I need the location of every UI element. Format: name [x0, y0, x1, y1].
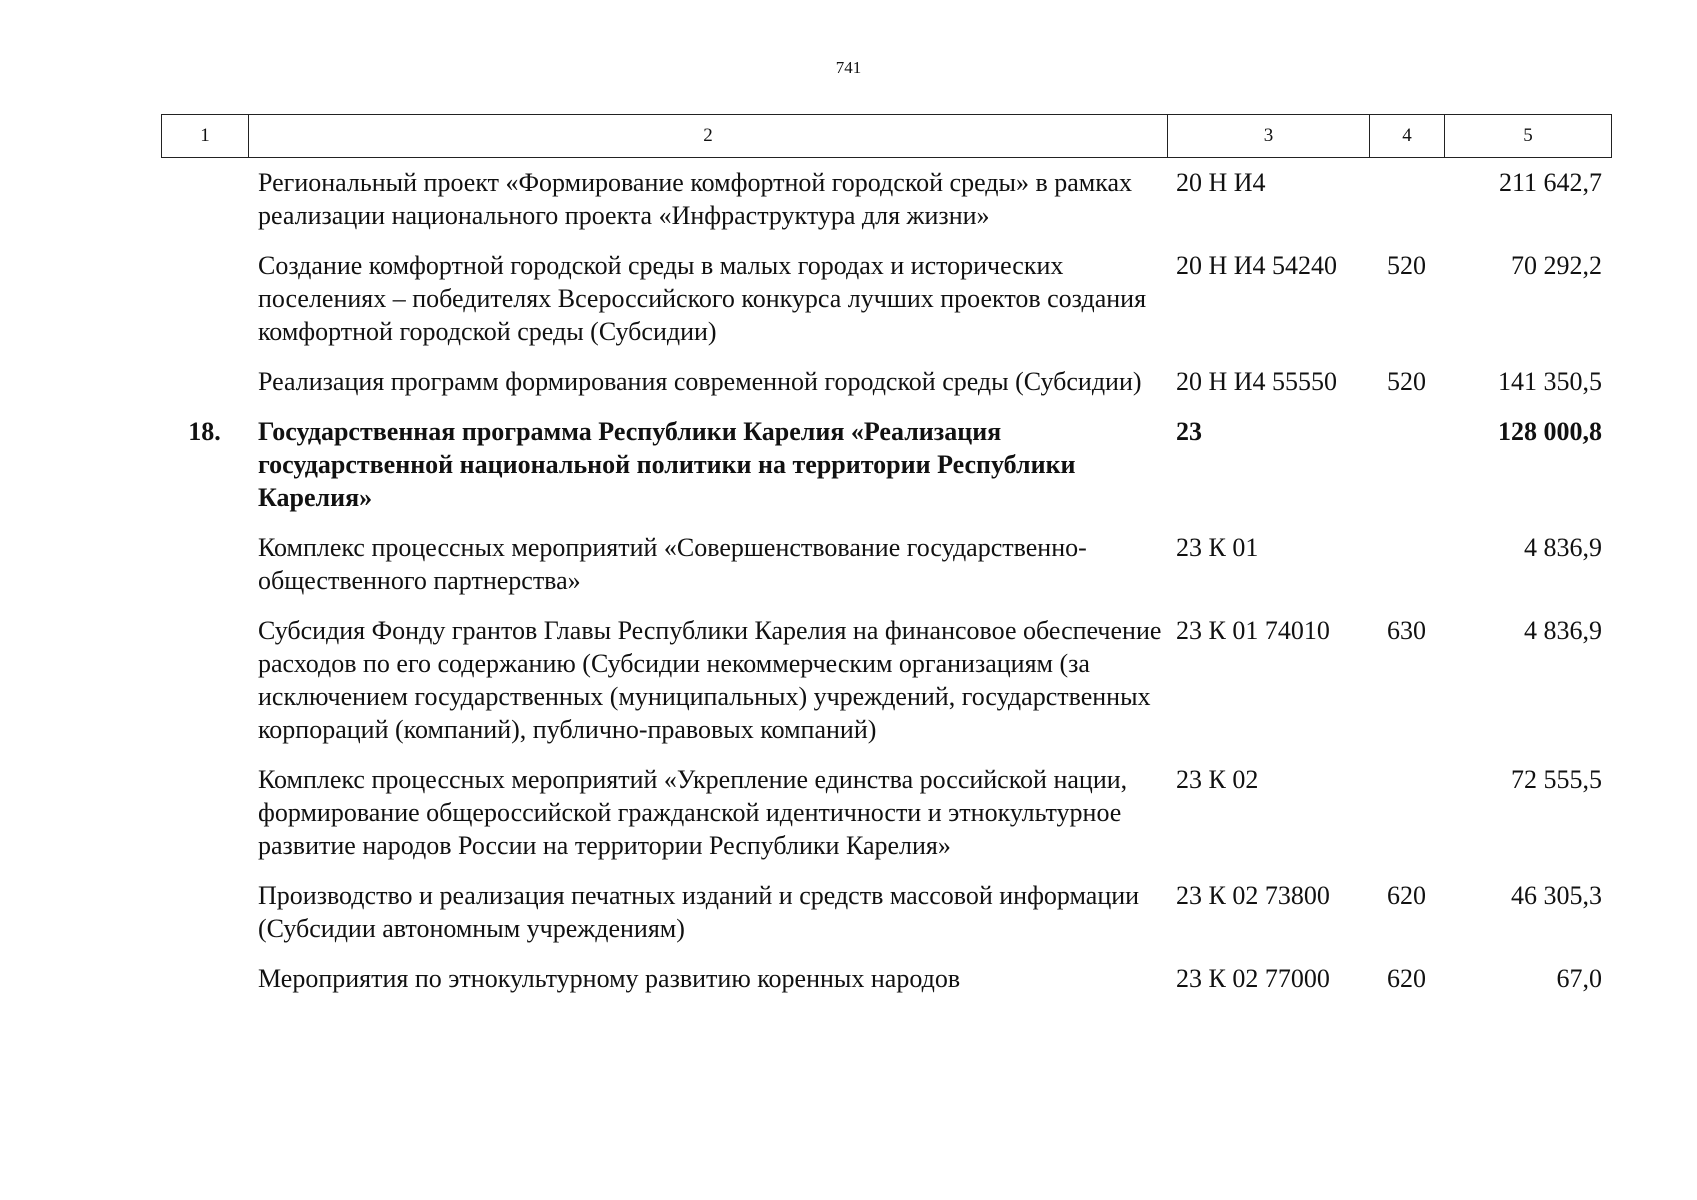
row-name: Государственная программа Республики Карелия «Реализация государственной национальной политики на территории Республики Карелия» — [258, 417, 1076, 512]
column-header-4: 4 — [1370, 115, 1445, 158]
table-row — [161, 166, 1611, 232]
table-row — [161, 365, 1611, 398]
column-header-1: 1 — [162, 115, 249, 158]
table-row — [161, 531, 1611, 597]
row-type: 620 — [1387, 964, 1426, 993]
table-row — [161, 614, 1611, 746]
row-code: 23 К 02 77000 — [1176, 964, 1330, 993]
row-code: 20 Н И4 55550 — [1176, 367, 1338, 396]
row-amount: 46 305,3 — [1511, 881, 1602, 910]
row-name: Комплекс процессных мероприятий «Совершенствование государственно-общественного партнерства» — [258, 533, 1087, 595]
row-code: 23 — [1176, 417, 1202, 446]
row-amount: 141 350,5 — [1498, 367, 1602, 396]
row-amount: 72 555,5 — [1511, 765, 1602, 794]
row-type: 520 — [1387, 367, 1426, 396]
row-type: 620 — [1387, 881, 1426, 910]
row-amount: 70 292,2 — [1511, 251, 1602, 280]
row-name: Комплекс процессных мероприятий «Укрепление единства российской нации, формирование общероссийской гражданской идентичности и этнокультурное развитие народов России на территории Республики Карелия» — [258, 765, 1128, 860]
row-amount: 4 836,9 — [1524, 533, 1602, 562]
row-type: 630 — [1387, 616, 1426, 645]
table-row — [161, 879, 1611, 945]
column-header-3: 3 — [1168, 115, 1370, 158]
table-row-program — [161, 415, 1611, 514]
row-number — [161, 763, 248, 862]
table-row — [161, 249, 1611, 348]
row-number — [161, 249, 248, 348]
row-code: 23 К 02 — [1176, 765, 1259, 794]
row-name: Субсидия Фонду грантов Главы Республики Карелия на финансовое обеспечение расходов по его содержанию (Субсидии некоммерческим организациям (за исключением государственных (муниципальных) учреждений, государственных корпораций (компаний), публично-правовых компаний) — [258, 616, 1162, 744]
row-name: Региональный проект «Формирование комфортной городской среды» в рамках реализации национального проекта «Инфраструктура для жизни» — [258, 168, 1133, 230]
row-code: 23 К 02 73800 — [1176, 881, 1330, 910]
budget-table-body — [161, 166, 1611, 1012]
row-name: Реализация программ формирования современной городской среды (Субсидии) — [258, 367, 1142, 396]
table-row — [161, 962, 1611, 995]
row-type — [1369, 415, 1444, 514]
row-number — [161, 365, 248, 398]
row-number — [161, 614, 248, 746]
row-name: Производство и реализация печатных изданий и средств массовой информации (Субсидии автономным учреждениям) — [258, 881, 1140, 943]
table-row — [161, 763, 1611, 862]
row-name: Создание комфортной городской среды в малых городах и исторических поселениях – победителях Всероссийского конкурса лучших проектов создания комфортной городской среды (Субсидии) — [258, 251, 1147, 346]
row-amount: 67,0 — [1556, 964, 1602, 993]
row-number — [161, 531, 248, 597]
row-number: 18. — [188, 417, 221, 446]
column-header-row — [162, 115, 1612, 158]
row-code: 20 Н И4 — [1176, 168, 1266, 197]
row-type: 520 — [1387, 251, 1426, 280]
row-amount: 211 642,7 — [1498, 168, 1602, 197]
column-header-5: 5 — [1445, 115, 1612, 158]
row-name: Мероприятия по этнокультурному развитию коренных народов — [258, 964, 961, 993]
row-number — [161, 962, 248, 995]
row-number — [161, 166, 248, 232]
row-code: 23 К 01 — [1176, 533, 1259, 562]
row-amount: 128 000,8 — [1498, 417, 1602, 446]
row-number — [161, 879, 248, 945]
row-type — [1369, 531, 1444, 597]
column-header-2: 2 — [249, 115, 1168, 158]
row-amount: 4 836,9 — [1524, 616, 1602, 645]
page-number: 741 — [835, 58, 862, 77]
row-type — [1369, 166, 1444, 232]
row-type — [1369, 763, 1444, 862]
row-code: 23 К 01 74010 — [1176, 616, 1330, 645]
row-code: 20 Н И4 54240 — [1176, 251, 1338, 280]
column-header-table — [161, 114, 1612, 158]
